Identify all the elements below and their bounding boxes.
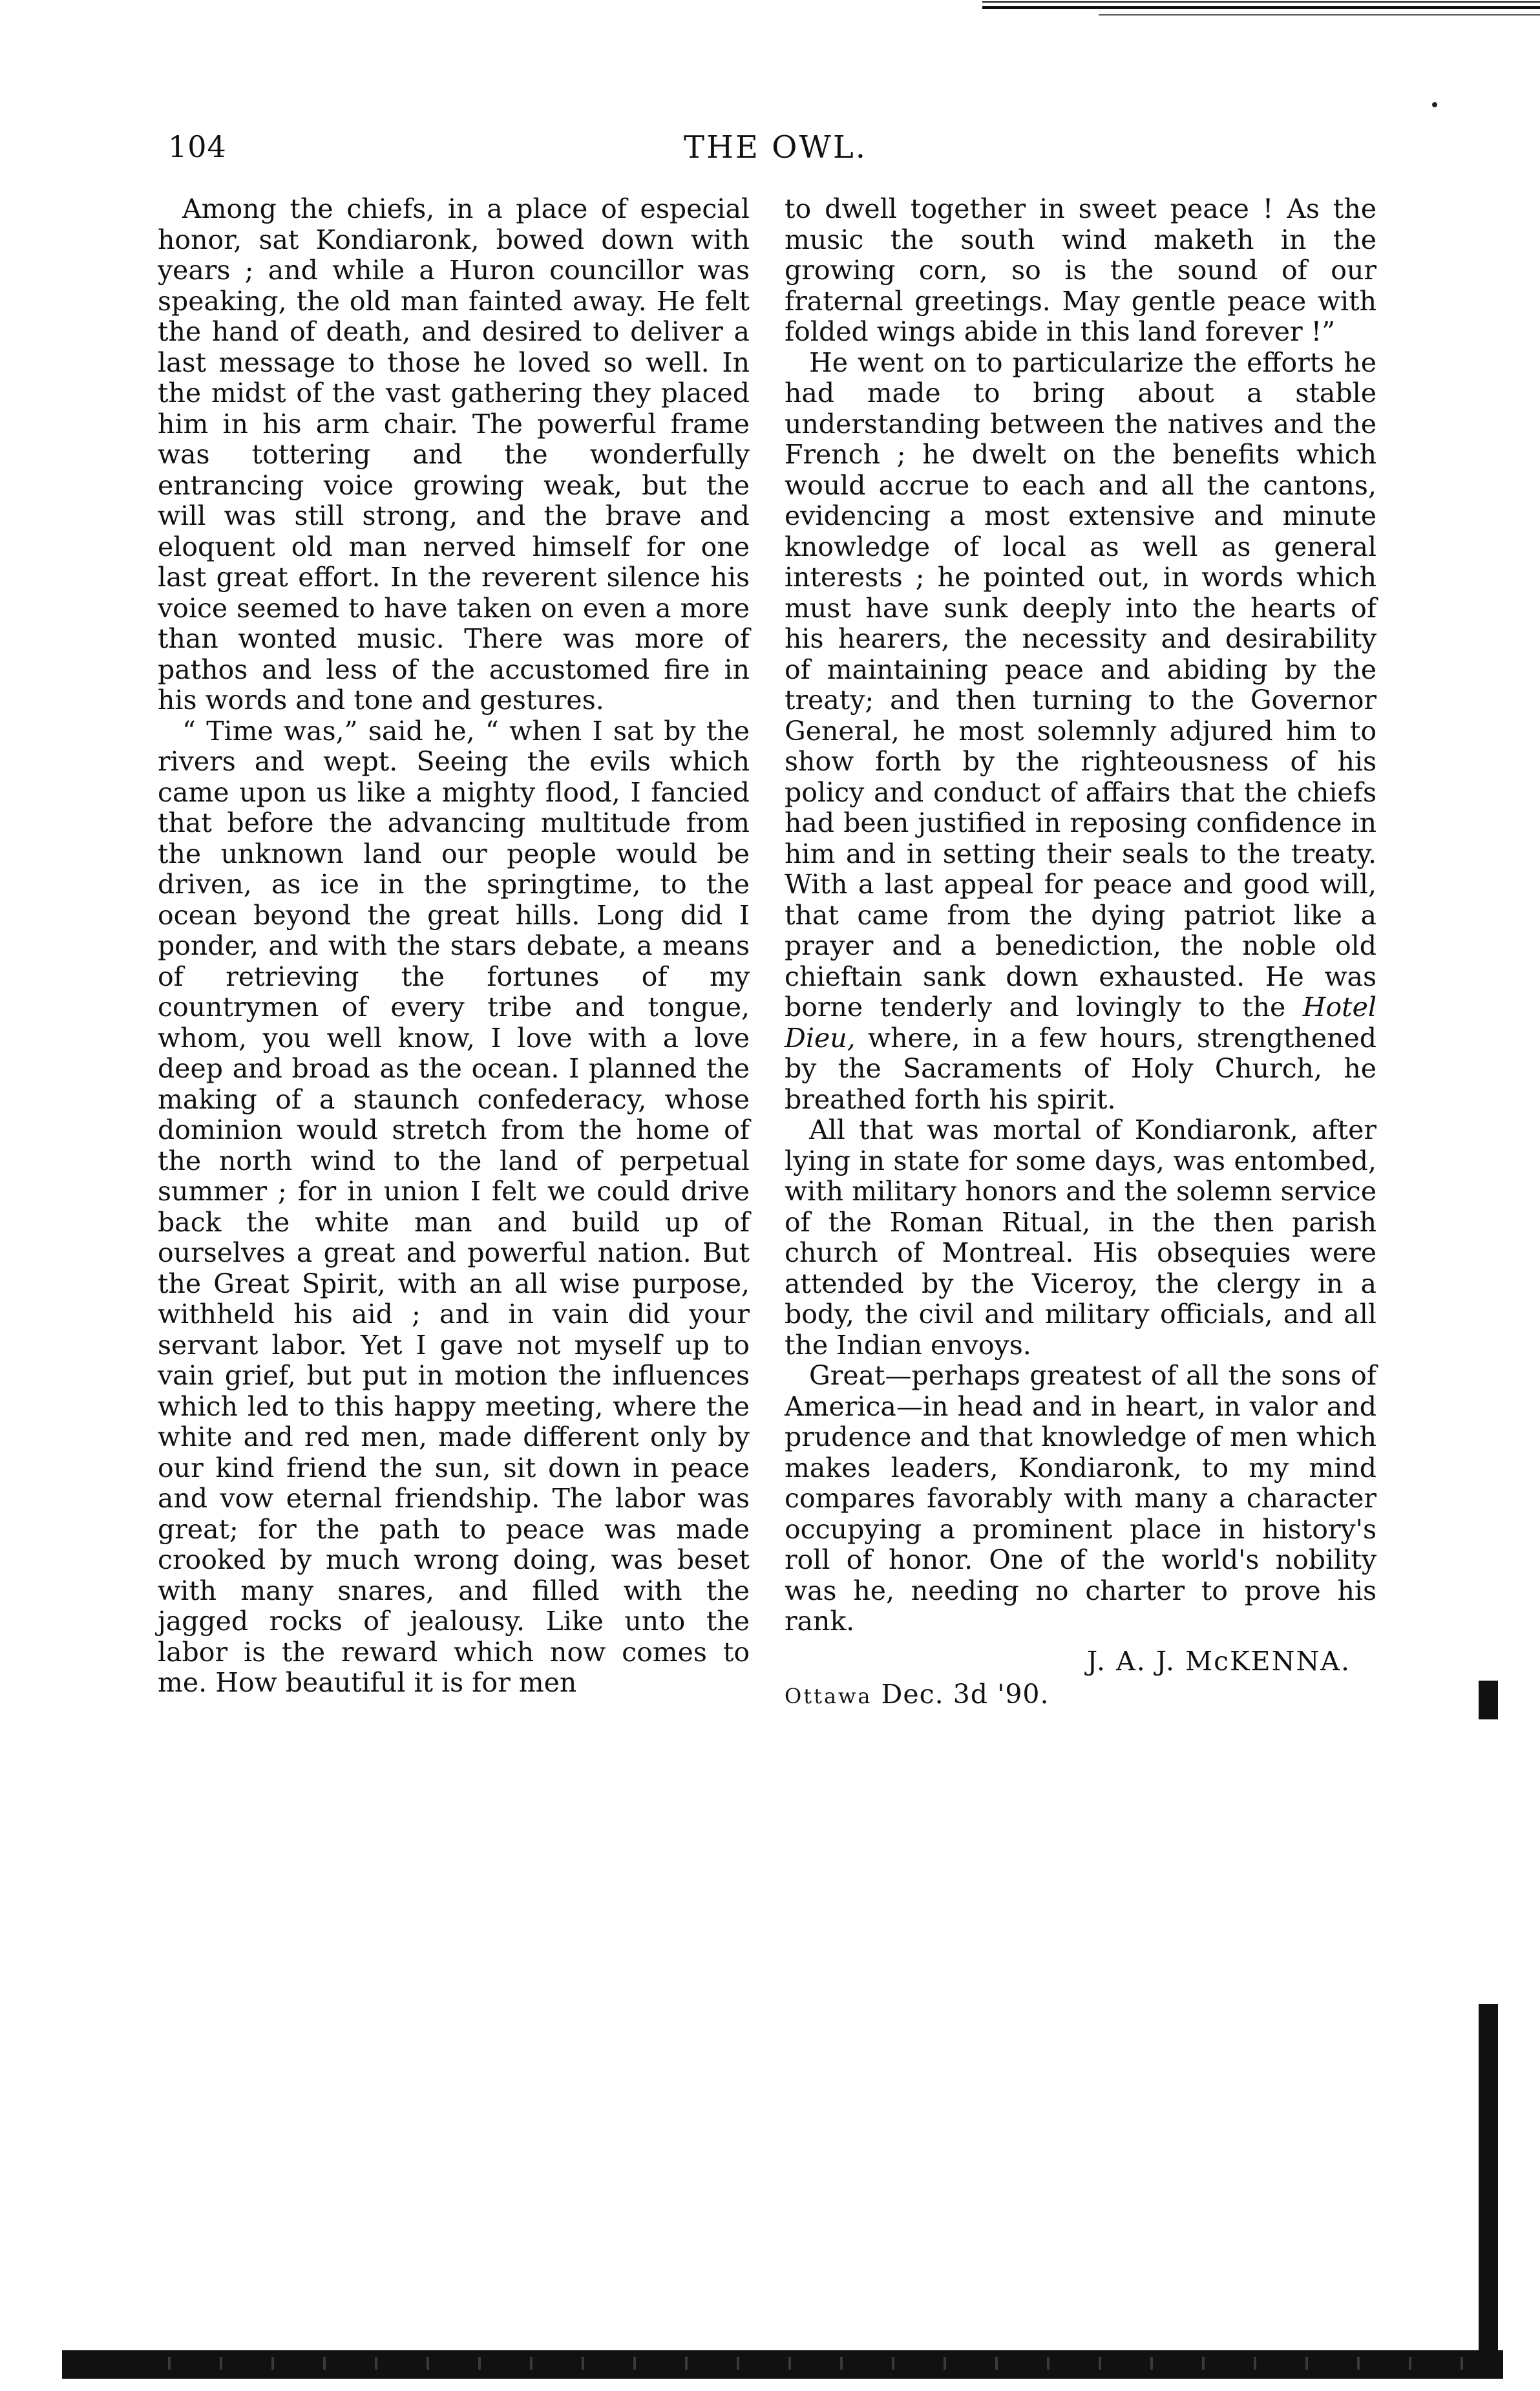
paragraph-particularize-end: where, in a few hours, strengthened by the Sacraments of Holy Church, he breathed forth his spirit.: [785, 1022, 1377, 1115]
paragraph-particularize-text: He went on to particularize the efforts he had made to bring about a stable understanding between the natives and the French ; he dwelt on the benefits which would accrue to each and all the cantons, evidencing a most extensive and minute knowledge of local as well as general interests ; he pointed out, in words which must have sunk deeply into the hearts of his hearers, the necessity and desirability of maintaining peace and abiding by the treaty; and then turning to the Governor General, he most solemnly adjured him to show forth by the righteousness of his policy and conduct of affairs that the chiefs had been justified in reposing confidence in him and in setting their seals to the treaty. With a last appeal for peace and good will, that came from the dying patriot like a prayer and a benediction, the noble old chieftain sank down exhausted. He was borne tenderly and lovingly to the: [785, 346, 1377, 1023]
left-column: [158, 194, 750, 1699]
right-scan-edge: [1479, 1551, 1498, 2353]
running-title: THE OWL.: [684, 129, 867, 165]
hotel-dieu-italic: Hotel Dieu,: [785, 992, 1377, 1054]
page-number: 104: [168, 129, 227, 164]
paragraph-speech: “ Time was,” said he, “ when I sat by the rivers and wept. Seeing the evils which came upon us like a mighty flood, I fancied that before the advancing multitude from the unknown land our people would be driven, as ice in the springtime, to the ocean beyond the great hills. Long did I ponder, and with the stars debate, a means of retrieving the fortunes of my countrymen of every tribe and tongue, whom, you well know, I love with a love deep and broad as the ocean. I planned the making of a staunch confederacy, whose dominion would stretch from the home of the north wind to the land of perpetual summer ; for in union I felt we could drive back the white man and build up of ourselves a great and powerful nation. But the Great Spirit, with an all wise purpose, withheld his aid ; and in vain did your servant labor. Yet I gave not myself up to vain grief, but put in motion the influences which led to this happy meeting, where the white and red men, made different only by our kind friend the sun, sit down in peace and vow eternal friendship. The labor was great; for the path to peace was made crooked by much wrong doing, was beset with many snares, and filled with the jagged rocks of jealousy. Like unto the labor is the reward which now comes to me. How beautiful it is for men: [158, 715, 750, 1698]
dateline-place: Ottawa: [785, 1684, 872, 1708]
top-border-thin-rule: [1099, 14, 1540, 16]
dateline-date: Dec. 3d '90.: [881, 1679, 1050, 1710]
dateline: [785, 1679, 1377, 1712]
paragraph-particularize: [785, 348, 1377, 1116]
bottom-border-texture: [149, 2357, 1493, 2370]
page-header: [168, 129, 1383, 175]
paragraph-speech-continued: to dwell together in sweet peace ! As the music the south wind maketh in the growing corn, so is the sound of our fraternal greetings. May gentle peace with folded wings abide in this land forever !”: [785, 193, 1377, 347]
print-speck: [1432, 102, 1437, 107]
top-border-rule: [982, 0, 1540, 9]
right-column: [785, 194, 1377, 1712]
paragraph-entombed: All that was mortal of Kondiaronk, after lying in state for some days, was entombed, with military honors and the solemn service of the Roman Ritual, in the then parish church of Montreal. His obsequies were attended by the Viceroy, the clergy in a body, the civil and military officials, and all the Indian envoys.: [785, 1114, 1377, 1361]
paragraph-kondiaronk-council: Among the chiefs, in a place of especial honor, sat Kondiaronk, bowed down with years ; and while a Huron councillor was speaking, the old man fainted away. He felt the hand of death, and desired to deliver a last message to those he loved so well. In the midst of the vast gathering they placed him in his arm chair. The powerful frame was tottering and the wonderfully entrancing voice growing weak, but the will was still strong, and the brave and eloquent old man nerved himself for one last great effort. In the reverent silence his voice seemed to have taken on even a more than wonted music. There was more of pathos and less of the accustomed fire in his words and tone and gestures.: [158, 193, 750, 716]
paragraph-greatest: Great—perhaps greatest of all the sons of America—in head and in heart, in valor and prudence and that knowledge of men which makes leaders, Kondiaronk, to my mind compares favorably with many a character occupying a prominent place in history's roll of honor. One of the world's nobility was he, needing no charter to prove his rank.: [785, 1360, 1377, 1637]
author-signature: J. A. J. McKENNA.: [1086, 1645, 1351, 1677]
